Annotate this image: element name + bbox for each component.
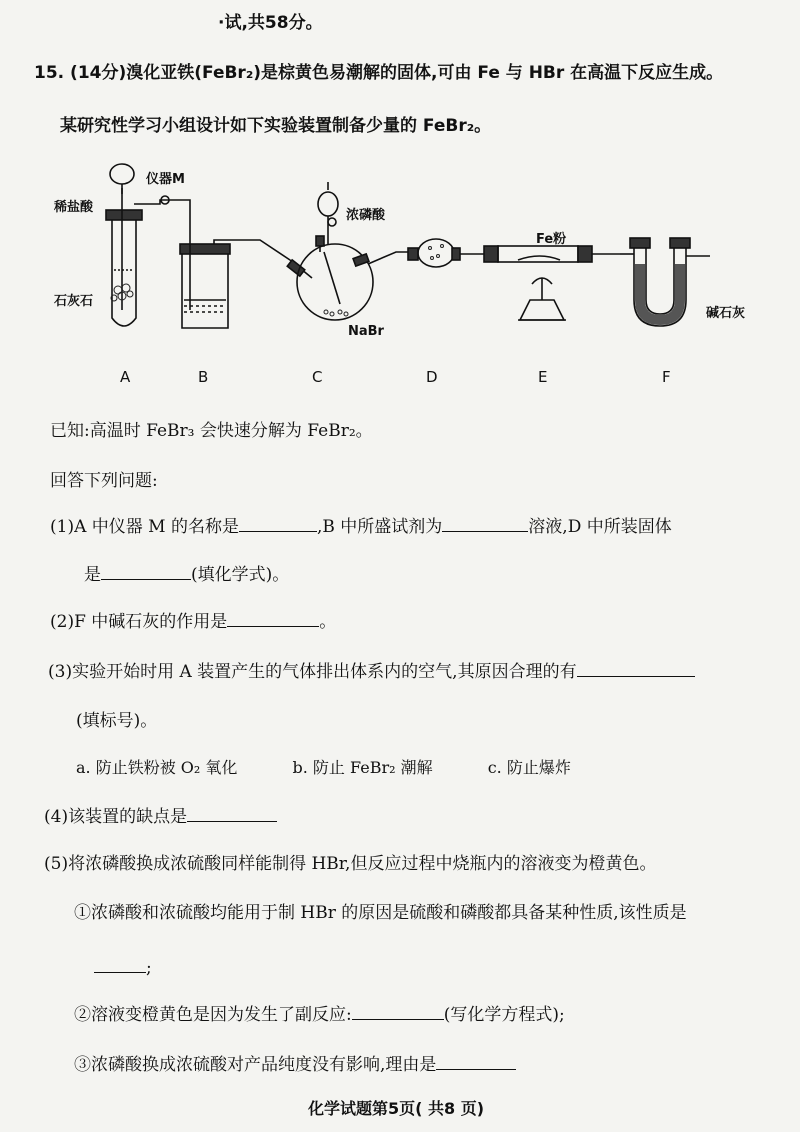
q1-line xyxy=(50,515,672,538)
q5-sub1-end: ; xyxy=(146,958,152,978)
q2-blank[interactable] xyxy=(227,610,319,627)
q5-sub3-text: ③浓磷酸换成浓硫酸对产品纯度没有影响,理由是 xyxy=(74,1055,437,1075)
q1-part-a: (1)A 中仪器 M 的名称是 xyxy=(50,517,239,537)
apparatus-letter-d: D xyxy=(426,368,438,386)
apparatus-a xyxy=(106,164,190,326)
q3-line xyxy=(48,660,695,683)
label-nabr: NaBr xyxy=(348,324,384,339)
answer-prompt: 回答下列问题: xyxy=(50,471,158,491)
q5-sub1-answer xyxy=(94,956,152,979)
q2-text: (2)F 中碱石灰的作用是 xyxy=(50,612,228,632)
q5-sub2-blank[interactable] xyxy=(352,1003,444,1020)
apparatus-letter-a: A xyxy=(120,368,131,386)
q4-blank[interactable] xyxy=(187,805,277,822)
q1-part-d: 是 xyxy=(84,565,101,585)
question-intro-2: 某研究性学习小组设计如下实验装置制备少量的 FeBr₂。 xyxy=(60,116,492,136)
apparatus-letter-f: F xyxy=(662,368,671,386)
q3-text: (3)实验开始时用 A 装置产生的气体排出体系内的空气,其原因合理的有 xyxy=(48,662,577,682)
apparatus-f xyxy=(620,238,710,326)
q4-line xyxy=(44,805,277,828)
apparatus-letter-e: E xyxy=(538,368,548,386)
label-soda-lime: 碱石灰 xyxy=(706,306,746,321)
question-number: 15. xyxy=(34,63,65,83)
apparatus-d xyxy=(408,239,486,267)
q5-sub1: ①浓磷酸和浓硫酸均能用于制 HBr 的原因是硫酸和磷酸都具备某种性质,该性质是 xyxy=(74,903,687,923)
q5-sub2-end: (写化学方程式); xyxy=(443,1005,565,1025)
question-points: (14分) xyxy=(70,63,127,83)
label-instrument-m: 仪器M xyxy=(146,172,185,187)
q3-blank[interactable] xyxy=(577,660,695,677)
page-footer: 化学试题第5页( 共8 页) xyxy=(308,1099,485,1118)
label-fe-powder: Fe粉 xyxy=(536,232,567,247)
apparatus-drawing xyxy=(50,160,770,400)
apparatus-b xyxy=(180,220,290,328)
q3-option-b: b. 防止 FeBr₂ 潮解 xyxy=(292,758,433,777)
label-conc-h3po4: 浓磷酸 xyxy=(346,208,386,223)
q3-options xyxy=(76,757,571,779)
q3-option-c: c. 防止爆炸 xyxy=(487,758,571,777)
q1-line-2 xyxy=(84,563,289,586)
q2-end: 。 xyxy=(319,612,337,632)
q1-blank-b-reagent[interactable] xyxy=(442,515,528,532)
apparatus-e xyxy=(484,246,620,320)
q3-option-a: a. 防止铁粉被 O₂ 氧化 xyxy=(76,758,238,777)
header-fragment: ·试,共58分。 xyxy=(218,13,323,33)
q5-sub2-text: ②溶液变橙黄色是因为发生了副反应: xyxy=(74,1005,352,1025)
apparatus-letter-b: B xyxy=(198,368,209,386)
q1-part-b: ,B 中所盛试剂为 xyxy=(316,517,443,537)
apparatus-c xyxy=(287,182,410,320)
q1-blank-instrument[interactable] xyxy=(239,515,317,532)
q1-part-c: 溶液,D 中所装固体 xyxy=(528,517,672,537)
label-dilute-hcl: 稀盐酸 xyxy=(54,200,94,215)
q5-sub2 xyxy=(74,1003,565,1026)
q5-line: (5)将浓磷酸换成浓硫酸同样能制得 HBr,但反应过程中烧瓶内的溶液变为橙黄色。 xyxy=(44,854,657,874)
q5-sub1-blank[interactable] xyxy=(94,956,146,973)
q2-line xyxy=(50,610,336,633)
question-intro-1: 溴化亚铁(FeBr₂)是棕黄色易潮解的固体,可由 Fe 与 HBr 在高温下反应生成。 xyxy=(126,63,724,83)
apparatus-letter-c: C xyxy=(312,368,323,386)
q5-sub3-blank[interactable] xyxy=(436,1053,516,1070)
apparatus-diagram xyxy=(50,160,770,404)
q5-sub3 xyxy=(74,1053,516,1076)
q1-blank-d-solid[interactable] xyxy=(101,563,191,580)
q4-text: (4)该装置的缺点是 xyxy=(44,807,188,827)
question-heading xyxy=(34,62,723,84)
q3-note: (填标号)。 xyxy=(76,711,158,731)
label-limestone: 石灰石 xyxy=(54,294,94,309)
q1-part-e: (填化学式)。 xyxy=(191,565,290,585)
known-fact: 已知:高温时 FeBr₃ 会快速分解为 FeBr₂。 xyxy=(50,421,373,441)
